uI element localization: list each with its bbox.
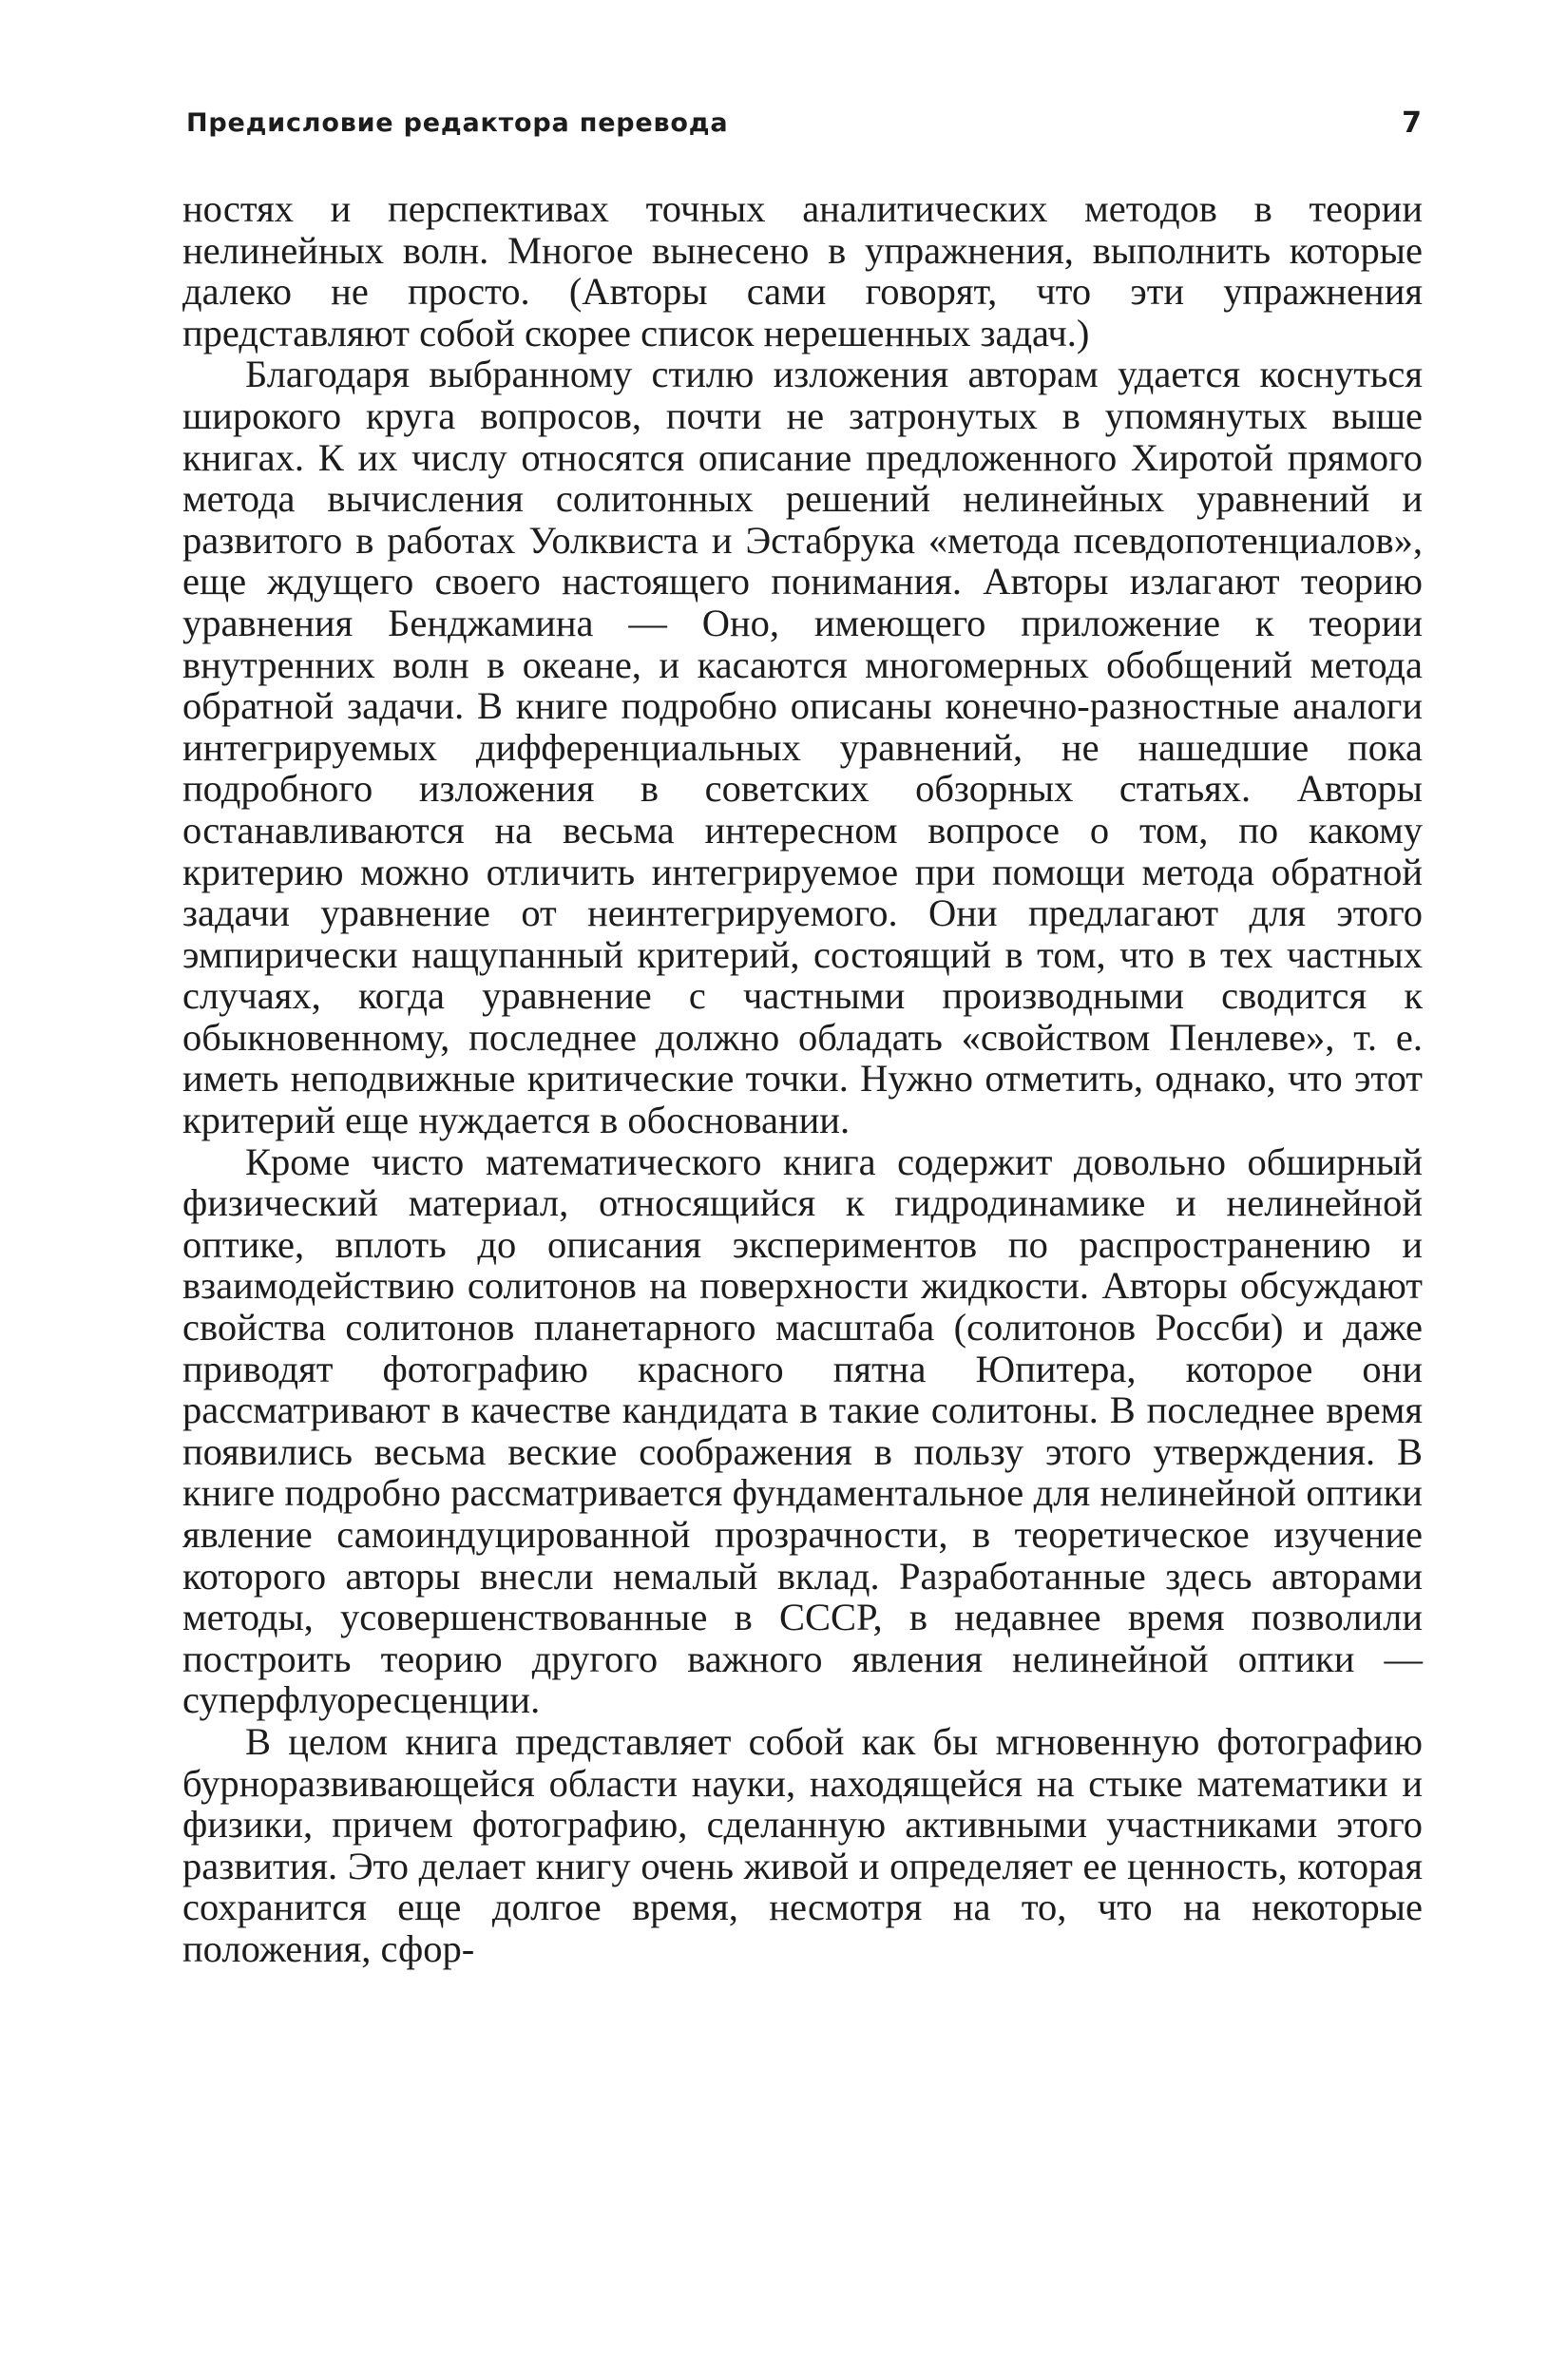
paragraph: Благодаря выбранному стилю изложения авторам удается коснуться широкого круга вопросов, почти не затронутых в упомянутых выше книгах. К их числу относятся описание предложенного Хиротой прямого метода вычисления солитонных решений нелинейных уравнений и развитого в работах Уолквиста и Эстабрука «метода псевдопотенциалов», еще ждущего своего настоящего понимания. Авторы излагают теорию уравнения Бенджамина — Оно, имеющего приложение к теории внутренних волн в океане, и касаются многомерных обобщений метода обратной задачи. В книге подробно описаны конечно-разностные аналоги интегрируемых дифференциальных уравнений, не нашедшие пока подробного изложения в советских обзорных статьях. Авторы останавливаются на весьма интересном вопросе о том, по какому критерию можно отличить интегрируемое при помощи метода обратной задачи уравнение от неинтегрируемого. Они предлагают для этого эмпирически нащупанный критерий, состоящий в том, что в тех частных случаях, когда уравнение с частными производными сводится к обыкновенному, последнее должно обладать «свойством Пенлеве», т. е. иметь неподвижные критические точки. Нужно отметить, однако, что этот критерий еще нуждается в обосновании. bbox=[182, 353, 1423, 1142]
running-title: Предисловие редактора перевода bbox=[186, 108, 729, 138]
body-text bbox=[182, 188, 1423, 1970]
running-head bbox=[186, 106, 1422, 154]
paragraph: Кроме чисто математического книга содержит довольно обширный физический материал, относящийся к гидродинамике и нелинейной оптике, вплоть до описания экспериментов по распространению и взаимодействию солитонов на поверхности жидкости. Авторы обсуждают свойства солитонов планетарного масштаба (солитонов Россби) и даже приводят фотографию красного пятна Юпитера, которое они рассматривают в качестве кандидата в такие солитоны. В последнее время появились весьма веские соображения в пользу этого утверждения. В книге подробно рассматривается фундаментальное для нелинейной оптики явление самоиндуцированной прозрачности, в теоретическое изучение которого авторы внесли немалый вклад. Разработанные здесь авторами методы, усовершенствованные в СССР, в недавнее время позволили построить теорию другого важного явления нелинейной оптики — суперфлуоресценции. bbox=[182, 1139, 1423, 1722]
page-number: 7 bbox=[1402, 106, 1422, 140]
paragraph: В целом книга представляет собой как бы мгновенную фотографию бурноразвивающейся области науки, находящейся на стыке математики и физики, причем фотографию, сделанную активными участниками этого развития. Это делает книгу очень живой и определяет ее ценность, которая сохранится еще долгое время, несмотря на то, что на некоторые положения, сфор- bbox=[182, 1719, 1423, 1970]
paragraph-continued: ностях и перспективах точных аналитических методов в теории нелинейных волн. Многое вынесено в упражнения, выполнить которые далеко не просто. (Авторы сами говорят, что эти упражнения представляют собой скорее список нерешенных задач.) bbox=[182, 187, 1423, 354]
